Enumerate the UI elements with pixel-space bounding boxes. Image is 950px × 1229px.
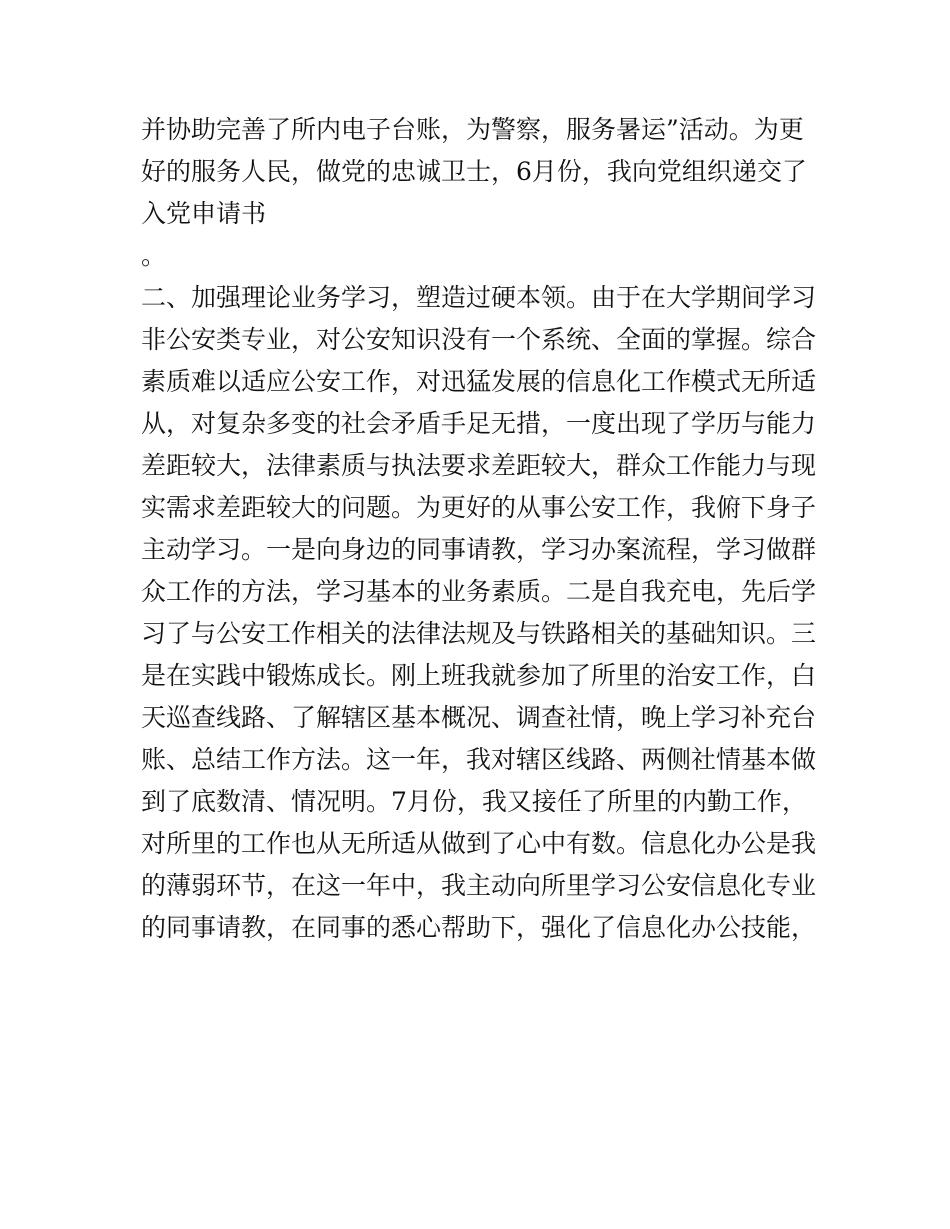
text-line-9: 差距较大，法律素质与执法要求差距较大，群众工作能力与现 <box>141 451 817 480</box>
text-line-6: 非公安类专业，对公安知识没有一个系统、全面的掌握。综合 <box>141 325 817 354</box>
text-line-16: 账、总结工作方法。这一年，我对辖区线路、两侧社情基本做 <box>141 745 817 774</box>
text-line-10: 实需求差距较大的问题。为更好的从事公安工作，我俯下身子 <box>141 493 817 522</box>
text-line-20: 的同事请教，在同事的悉心帮助下，强化了信息化办公技能， <box>141 913 817 942</box>
text-line-17: 到了底数清、情况明。7月份，我又接任了所里的内勤工作， <box>141 787 807 816</box>
text-line-11: 主动学习。一是向身边的同事请教，学习办案流程，学习做群 <box>141 535 817 564</box>
body-text <box>141 109 821 949</box>
text-line-5: 二、加强理论业务学习，塑造过硬本领。由于在大学期间学习 <box>141 283 817 312</box>
text-line-19: 的薄弱环节，在这一年中，我主动向所里学习公安信息化专业 <box>141 871 817 900</box>
text-line-12: 众工作的方法，学习基本的业务素质。二是自我充电，先后学 <box>141 577 817 606</box>
text-line-7: 素质难以适应公安工作，对迅猛发展的信息化工作模式无所适 <box>141 367 817 396</box>
text-line-13: 习了与公安工作相关的法律法规及与铁路相关的基础知识。三 <box>141 619 817 648</box>
text-line-1: 并协助完善了所内电子台账，为警察，服务暑运”活动。为更 <box>141 115 804 144</box>
text-line-18: 对所里的工作也从无所适从做到了心中有数。信息化办公是我 <box>141 829 817 858</box>
text-line-4: 。 <box>141 241 167 270</box>
text-line-14: 是在实践中锻炼成长。刚上班我就参加了所里的治安工作，白 <box>141 661 817 690</box>
text-line-2: 好的服务人民，做党的忠诚卫士，6月份，我向党组织递交了 <box>141 157 807 186</box>
text-line-15: 天巡查线路、了解辖区基本概况、调查社情，晚上学习补充台 <box>141 703 817 732</box>
text-line-3: 入党申请书 <box>141 199 267 228</box>
text-line-8: 从，对复杂多变的社会矛盾手足无措，一度出现了学历与能力 <box>141 409 817 438</box>
